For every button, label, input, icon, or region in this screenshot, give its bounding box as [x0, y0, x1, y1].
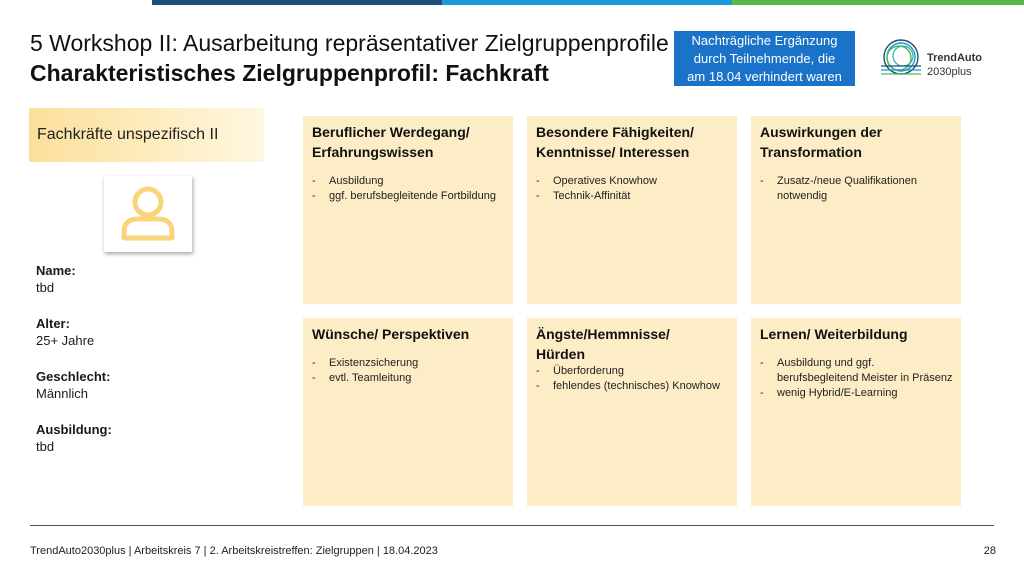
accent-segment-blue	[152, 0, 442, 5]
persona-tag: Fachkräfte unspezifisch II	[29, 108, 264, 162]
list-item: - Technik-Affinität	[536, 189, 729, 204]
supplement-note	[674, 31, 855, 86]
card-list	[536, 364, 729, 394]
list-item: - ggf. berufsbegleitende Fortbildung	[312, 189, 505, 204]
info-value: tbd	[36, 280, 55, 295]
list-item: - Ausbildung und ggf. berufsbegleitend Meister in Präsenz	[760, 356, 953, 386]
info-age	[36, 315, 236, 349]
card-title	[312, 324, 505, 344]
card-list	[760, 356, 953, 401]
card-title	[536, 122, 729, 162]
card-wishes	[303, 318, 513, 506]
footer-divider	[30, 525, 994, 526]
card-title-line: Wünsche/ Perspektiven	[312, 326, 470, 342]
list-item: - fehlendes (technisches) Knowhow	[536, 379, 729, 394]
card-list	[312, 174, 505, 204]
card-title	[760, 324, 953, 344]
info-value: 25+ Jahre	[36, 333, 95, 348]
card-title	[312, 122, 505, 162]
list-item: - Zusatz-/neue Qualifikationen notwendig	[760, 174, 953, 204]
info-value: Männlich	[36, 386, 89, 401]
card-fears	[527, 318, 737, 506]
list-item: - Operatives Knowhow	[536, 174, 729, 189]
person-icon	[104, 176, 192, 252]
card-career	[303, 116, 513, 304]
info-name	[36, 262, 236, 296]
card-title-line: Kenntnisse/ Interessen	[536, 144, 690, 160]
trendauto-logo	[878, 36, 998, 84]
footer-text: TrendAuto2030plus | Arbeitskreis 7 | 2. Arbeitskreistreffen: Zielgruppen | 18.04.2023	[30, 545, 438, 557]
list-item: - Ausbildung	[312, 174, 505, 189]
card-title-line: Erfahrungswissen	[312, 144, 434, 160]
card-title-line: Auswirkungen der	[760, 124, 883, 140]
slide-subtitle: Charakteristisches Zielgruppenprofil: Fachkraft	[30, 60, 549, 86]
card-title-line: Hürden	[536, 346, 585, 362]
list-item: - evtl. Teamleitung	[312, 371, 505, 386]
card-list	[760, 174, 953, 204]
info-label: Ausbildung:	[36, 422, 112, 437]
page-number: 28	[983, 545, 996, 557]
card-title	[760, 122, 953, 162]
card-title-line: Ängste/Hemmnisse/	[536, 326, 670, 342]
top-accent-bar	[152, 0, 1024, 5]
note-line: durch Teilnehmende, die	[693, 51, 836, 66]
note-line: am 18.04 verhindert waren	[687, 69, 842, 84]
persona-info	[36, 262, 236, 474]
concentric-circles-logo-icon	[878, 36, 924, 82]
info-label: Name:	[36, 263, 76, 278]
info-value: tbd	[36, 439, 55, 454]
accent-segment-lightblue	[442, 0, 732, 5]
card-list	[536, 174, 729, 204]
card-learning	[751, 318, 961, 506]
card-transformation	[751, 116, 961, 304]
list-item: - Überforderung	[536, 364, 729, 379]
card-title-line: Beruflicher Werdegang/	[312, 124, 470, 140]
card-list	[312, 356, 505, 386]
list-item: - wenig Hybrid/E-Learning	[760, 386, 953, 401]
logo-text-line2: 2030plus	[927, 66, 972, 78]
card-title-line: Besondere Fähigkeiten/	[536, 124, 694, 140]
card-title-line: Lernen/ Weiterbildung	[760, 326, 908, 342]
info-label: Alter:	[36, 316, 70, 331]
info-label: Geschlecht:	[36, 369, 111, 384]
avatar	[104, 176, 192, 252]
card-skills	[527, 116, 737, 304]
card-title	[536, 324, 729, 364]
accent-segment-green	[732, 0, 1024, 5]
info-education	[36, 421, 236, 455]
slide-title: 5 Workshop II: Ausarbeitung repräsentativer Zielgruppenprofile	[30, 30, 669, 56]
info-gender	[36, 368, 236, 402]
note-line: Nachträgliche Ergänzung	[691, 33, 838, 48]
logo-text-line1: TrendAuto	[927, 52, 982, 64]
card-title-line: Transformation	[760, 144, 862, 160]
list-item: - Existenzsicherung	[312, 356, 505, 371]
